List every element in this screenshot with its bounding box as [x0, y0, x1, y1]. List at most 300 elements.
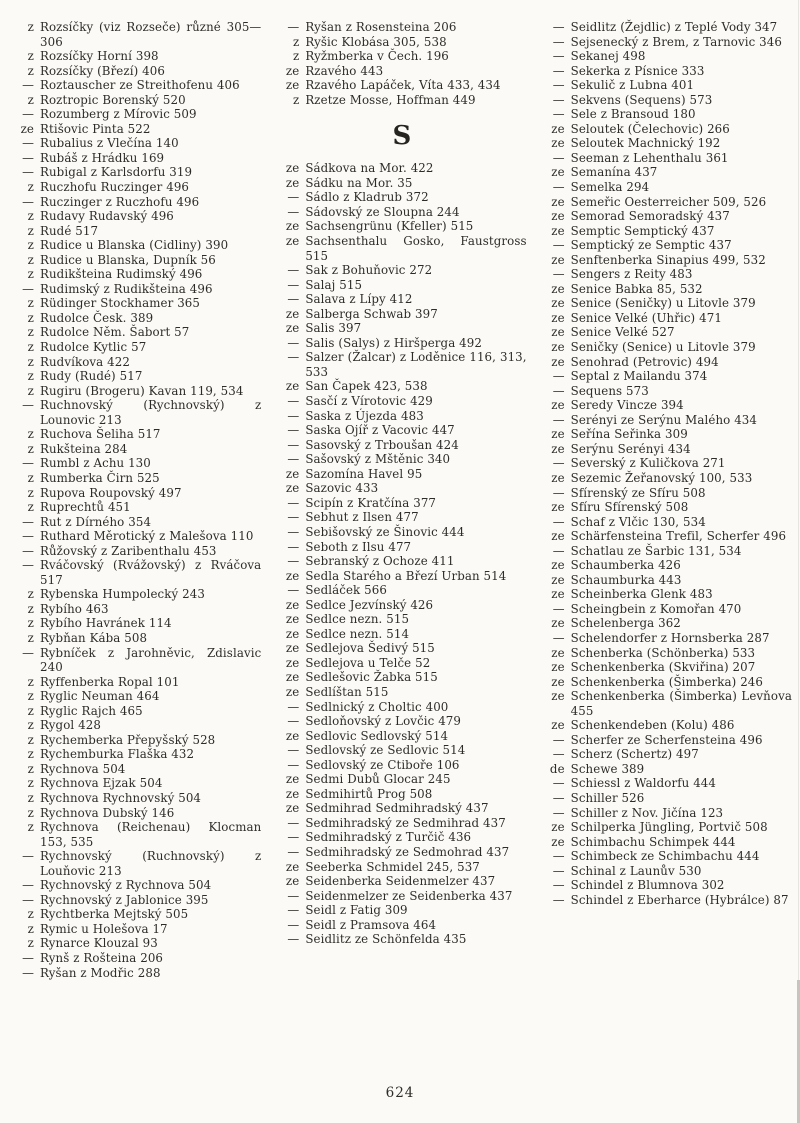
entry-prefix: — [22, 398, 34, 413]
entry-prefix: — [22, 456, 34, 471]
entry-text: Schelendorfer z Hornsberka 287 [570, 630, 770, 645]
entry-prefix: z [27, 310, 34, 325]
entry-prefix: z [27, 500, 34, 515]
entry-text: Rtišovic Pinta 522 [40, 121, 151, 136]
entry-text: Rygol 428 [40, 718, 101, 733]
entry-prefix: ze [285, 874, 300, 889]
entry-text: Rudolce Kytlic 57 [40, 340, 147, 355]
index-entry [12, 180, 261, 195]
index-entry [12, 922, 261, 937]
entry-text: Sekerka z Písnice 333 [570, 63, 705, 78]
entry-prefix: ze [551, 165, 565, 180]
entry-prefix: — [552, 790, 565, 805]
index-entry [277, 452, 526, 467]
index-entry [277, 379, 526, 394]
entry-prefix: — [22, 194, 34, 209]
entry-text: Rumberka Čirn 525 [40, 470, 160, 485]
index-entry [277, 525, 526, 540]
entry-text: Serényi ze Serýnu Malého 434 [570, 412, 758, 427]
index-entry [277, 423, 526, 438]
index-entry [543, 398, 792, 413]
index-entry [543, 544, 792, 559]
entry-prefix: — [552, 412, 565, 427]
index-entry [543, 529, 792, 544]
index-entry [543, 296, 792, 311]
entry-prefix: z [27, 674, 34, 689]
index-entry [12, 122, 261, 137]
entry-prefix: z [27, 223, 34, 238]
index-entry [12, 384, 261, 399]
entry-prefix: — [22, 165, 34, 180]
index-entry [543, 718, 792, 733]
entry-prefix: ze [20, 121, 34, 136]
index-entry [12, 936, 261, 951]
index-entry [543, 224, 792, 239]
entry-prefix: ze [551, 310, 565, 325]
entry-text: Sasovský z Trboušan 424 [305, 437, 459, 452]
entry-prefix: — [287, 437, 300, 452]
entry-text: Schewe 389 [570, 761, 645, 776]
index-entry [543, 93, 792, 108]
index-entry [543, 325, 792, 340]
index-entry [543, 209, 792, 224]
entry-prefix: ze [551, 558, 565, 573]
entry-text: Schaumburka 443 [570, 572, 682, 587]
entry-text: Sedmi Dubů Glocar 245 [305, 772, 451, 787]
entry-prefix: — [552, 805, 565, 820]
entry-text: Sekvens (Sequens) 573 [570, 92, 713, 107]
entry-text: Sádku na Mor. 35 [305, 175, 413, 190]
entry-text: Rudolce Něm. Šabort 57 [40, 325, 190, 340]
index-entry [543, 849, 792, 864]
entry-prefix: ze [551, 820, 565, 835]
entry-text: Rybího Havránek 114 [40, 616, 172, 631]
entry-prefix: ze [285, 219, 300, 234]
entry-text: Semelka 294 [570, 180, 650, 195]
index-entry [277, 918, 526, 933]
entry-prefix: ze [551, 834, 565, 849]
index-entry [277, 20, 526, 35]
entry-prefix: z [27, 20, 34, 34]
index-column-1 [12, 20, 261, 980]
entry-text: Scherz (Schertz) 497 [570, 747, 699, 762]
entry-text: San Čapek 423, 538 [305, 379, 428, 394]
entry-text: Schimbeck ze Schimbachu 444 [570, 849, 760, 864]
entry-prefix: — [552, 238, 565, 253]
entry-prefix: — [287, 815, 300, 830]
entry-text: Rupova Roupovský 497 [40, 485, 182, 500]
index-entry [277, 481, 526, 496]
index-entry [277, 467, 526, 482]
entry-prefix: z [27, 776, 34, 791]
entry-prefix: z [27, 616, 34, 631]
index-entry [277, 758, 526, 773]
entry-text: Sedlnický z Choltic 400 [305, 699, 449, 714]
index-entry [12, 747, 261, 762]
entry-text: Sekulič z Lubna 401 [570, 78, 695, 93]
entry-prefix: ze [285, 306, 300, 321]
index-entry [277, 612, 526, 627]
entry-text: Rudvíkova 422 [40, 354, 130, 369]
entry-text: Seidl z Pramsova 464 [305, 917, 437, 932]
entry-text: Semorad Semoradský 437 [570, 209, 730, 224]
entry-prefix: — [287, 844, 300, 859]
index-entry [12, 195, 261, 210]
index-entry [543, 238, 792, 253]
index-entry [12, 893, 261, 908]
index-entry [277, 496, 526, 511]
entry-prefix: ze [551, 441, 565, 456]
index-entry [543, 267, 792, 282]
index-entry [543, 762, 792, 777]
index-entry [12, 93, 261, 108]
entry-text: Rynarce Klouzal 93 [40, 936, 158, 951]
index-entry [543, 165, 792, 180]
entry-prefix: ze [551, 281, 565, 296]
entry-prefix: — [552, 601, 565, 616]
entry-text: Roztropic Borenský 520 [40, 92, 186, 107]
entry-text: Ryglic Rajch 465 [40, 703, 143, 718]
entry-text: Ryšan z Modřic 288 [40, 965, 161, 980]
index-entry [543, 64, 792, 79]
entry-prefix: — [552, 732, 565, 747]
index-entry [12, 486, 261, 501]
index-entry [543, 806, 792, 821]
index-entry [543, 646, 792, 661]
index-entry [543, 413, 792, 428]
entry-prefix: — [287, 190, 300, 205]
index-entry [277, 176, 526, 191]
index-entry [543, 893, 792, 908]
index-entry [543, 78, 792, 93]
entry-prefix: ze [551, 427, 565, 442]
index-entry [277, 860, 526, 875]
index-entry [277, 598, 526, 613]
entry-prefix: — [287, 757, 300, 772]
entry-prefix: ze [285, 772, 300, 787]
entry-text: Rubalius z Vlečína 140 [40, 136, 179, 151]
entry-text: Ryšic Klobása 305, 538 [305, 34, 447, 49]
index-entry [543, 573, 792, 588]
entry-text: Rváčovský (Rvážovský) z Rváčova 517 [40, 558, 262, 587]
index-entry [12, 515, 261, 530]
entry-prefix: — [287, 510, 300, 525]
entry-text: Scheinberka Glenk 483 [570, 587, 713, 602]
entry-prefix: ze [551, 194, 565, 209]
entry-prefix: z [27, 820, 34, 835]
index-entry [543, 427, 792, 442]
index-entry [543, 471, 792, 486]
index-entry [277, 903, 526, 918]
entry-text: Rubigal z Karlsdorfu 319 [40, 165, 193, 180]
entry-text: Salis 397 [305, 321, 362, 336]
entry-text: Rozsíčky Horní 398 [40, 49, 159, 64]
entry-prefix: ze [551, 587, 565, 602]
entry-text: Sedlce Jezvínský 426 [305, 597, 434, 612]
entry-prefix: — [552, 485, 565, 500]
index-entry [12, 689, 261, 704]
index-entry [277, 307, 526, 322]
entry-text: Rynš z Rošteina 206 [40, 951, 164, 965]
entry-prefix: — [287, 830, 300, 845]
entry-text: Serýnu Serényi 434 [570, 441, 691, 456]
entry-prefix: — [552, 514, 565, 529]
index-columns [12, 20, 792, 980]
entry-prefix: — [552, 20, 565, 34]
index-entry [277, 830, 526, 845]
entry-prefix: — [552, 78, 565, 93]
index-entry [12, 704, 261, 719]
index-entry [543, 747, 792, 762]
entry-prefix: z [27, 340, 34, 355]
index-entry [543, 660, 792, 675]
entry-text: Sádlo z Kladrub 372 [305, 190, 429, 205]
entry-text: Seničky (Senice) u Litovle 379 [570, 340, 756, 355]
entry-prefix: ze [285, 234, 300, 249]
entry-text: Sebhut z Ilsen 477 [305, 510, 419, 525]
entry-prefix: — [287, 888, 300, 903]
index-entry [12, 966, 261, 981]
index-entry [12, 602, 261, 617]
entry-text: Rychnova (Reichenau) Klocman 153, 535 [40, 820, 262, 849]
entry-text: Rudikšteina Rudimský 496 [40, 267, 203, 282]
entry-prefix: — [22, 529, 34, 544]
entry-text: Seidlitz (Žejdlic) z Teplé Vody 347 [570, 20, 778, 34]
entry-text: Seeman z Lehenthalu 361 [570, 150, 729, 165]
entry-prefix: — [287, 903, 300, 918]
entry-prefix: — [22, 543, 34, 558]
entry-prefix: — [22, 136, 34, 151]
index-entry [12, 267, 261, 282]
entry-prefix: — [22, 78, 34, 93]
entry-prefix: ze [551, 296, 565, 311]
entry-text: Sachsenthalu Gosko, Faustgross 515 [305, 234, 527, 263]
entry-prefix: — [287, 714, 300, 729]
entry-prefix: — [22, 514, 34, 529]
index-entry [277, 787, 526, 802]
entry-prefix: z [27, 907, 34, 922]
entry-prefix: — [287, 263, 300, 278]
entry-prefix: — [22, 645, 34, 660]
entry-text: Rut z Dírného 354 [40, 514, 152, 529]
entry-text: Semeřic Oesterreicher 509, 526 [570, 194, 767, 209]
index-entry [543, 369, 792, 384]
entry-prefix: z [27, 383, 34, 398]
entry-text: Septal z Mailandu 374 [570, 369, 708, 384]
index-entry [543, 616, 792, 631]
entry-prefix: ze [551, 398, 565, 413]
index-entry [277, 336, 526, 351]
entry-text: Sedla Starého a Březí Urban 514 [305, 568, 507, 583]
entry-prefix: z [27, 441, 34, 456]
index-entry [543, 195, 792, 210]
entry-text: Rymic u Holešova 17 [40, 921, 168, 936]
entry-text: Ryffenberka Ropal 101 [40, 674, 180, 689]
entry-text: Sedlíštan 515 [305, 684, 389, 699]
entry-text: Seredy Vincze 394 [570, 398, 684, 413]
entry-text: Rybenska Humpolecký 243 [40, 587, 205, 602]
entry-text: Schenkendeben (Kolu) 486 [570, 718, 735, 733]
entry-prefix: z [27, 252, 34, 267]
entry-text: Senohrad (Petrovic) 494 [570, 354, 719, 369]
entry-prefix: — [287, 699, 300, 714]
entry-prefix: ze [551, 340, 565, 355]
entry-prefix: ze [551, 718, 565, 733]
index-entry [12, 136, 261, 151]
index-entry [12, 878, 261, 893]
index-entry [12, 500, 261, 515]
entry-prefix: ze [285, 786, 300, 801]
entry-text: Sedlejova Šedivý 515 [305, 641, 435, 656]
index-entry [543, 35, 792, 50]
index-entry [543, 689, 792, 718]
entry-prefix: — [287, 539, 300, 554]
entry-text: Sele z Bransoud 180 [570, 107, 696, 122]
entry-prefix: ze [285, 63, 300, 78]
entry-prefix: — [552, 150, 565, 165]
entry-prefix: — [287, 917, 300, 932]
entry-text: Sedlce nezn. 514 [305, 626, 410, 641]
entry-prefix: — [552, 456, 565, 471]
entry-prefix: — [552, 747, 565, 762]
entry-prefix: ze [285, 641, 300, 656]
entry-prefix: — [22, 281, 34, 296]
entry-prefix: — [22, 892, 34, 907]
entry-text: Rychnova 504 [40, 761, 126, 776]
index-entry [277, 93, 526, 108]
entry-text: Schiessl z Waldorfu 444 [570, 776, 717, 791]
entry-list-col2-after-heading [277, 161, 526, 947]
entry-text: Ruprechtů 451 [40, 500, 131, 515]
entry-list-col2-before-heading [277, 20, 526, 107]
index-entry [12, 78, 261, 93]
entry-prefix: z [27, 689, 34, 704]
index-entry [277, 409, 526, 424]
entry-text: Sedlovský ze Sedlovic 514 [305, 743, 466, 758]
entry-text: Rychnova Dubský 146 [40, 805, 175, 820]
entry-prefix: — [552, 383, 565, 398]
index-entry [543, 835, 792, 850]
entry-text: Schenkenberka (Šimberka) Levňova 455 [570, 689, 792, 718]
entry-prefix: z [27, 470, 34, 485]
entry-prefix: — [22, 849, 34, 864]
index-entry [12, 369, 261, 384]
index-entry [277, 321, 526, 336]
index-entry [543, 791, 792, 806]
entry-text: Salaj 515 [305, 277, 363, 292]
entry-prefix: ze [285, 626, 300, 641]
index-entry [543, 282, 792, 297]
entry-prefix: de [549, 761, 565, 776]
index-entry [277, 510, 526, 525]
entry-prefix: ze [285, 379, 300, 394]
index-entry [543, 151, 792, 166]
entry-text: Scipín z Kratčína 377 [305, 495, 437, 510]
entry-prefix: — [552, 107, 565, 122]
index-entry [12, 806, 261, 821]
entry-text: Rudice u Blanska (Cidliny) 390 [40, 238, 229, 253]
index-entry [543, 49, 792, 64]
entry-text: Rybího 463 [40, 601, 109, 616]
entry-text: Sazomína Havel 95 [305, 466, 423, 481]
entry-prefix: — [287, 394, 300, 409]
index-entry [543, 515, 792, 530]
entry-text: Schenberka (Schönberka) 533 [570, 645, 756, 660]
entry-text: Rzavého Lapáček, Víta 433, 434 [305, 78, 501, 93]
entry-text: Schinal z Launův 530 [570, 863, 702, 878]
index-entry [277, 394, 526, 409]
index-entry [12, 529, 261, 544]
entry-prefix: ze [551, 674, 565, 689]
entry-text: Ruczinger z Ruczhofu 496 [40, 194, 200, 209]
index-entry [277, 700, 526, 715]
index-entry [277, 234, 526, 263]
index-entry [12, 587, 261, 602]
entry-prefix: z [27, 601, 34, 616]
entry-text: Sekanej 498 [570, 49, 646, 64]
entry-prefix: — [22, 107, 34, 122]
entry-text: Sedmihradský ze Sedmohrad 437 [305, 844, 510, 859]
index-entry [12, 107, 261, 122]
entry-prefix: — [552, 34, 565, 49]
entry-text: Sedmihirtů Prog 508 [305, 786, 433, 801]
entry-text: Seboth z Ilsu 477 [305, 539, 412, 554]
entry-text: Rychemburka Flaška 432 [40, 747, 195, 762]
entry-prefix: ze [551, 209, 565, 224]
entry-prefix: — [552, 49, 565, 64]
entry-prefix: ze [285, 78, 300, 93]
entry-prefix: — [287, 335, 300, 350]
entry-prefix: — [552, 878, 565, 893]
entry-text: Sasčí z Vírotovic 429 [305, 394, 433, 409]
entry-prefix: — [552, 543, 565, 558]
index-entry [277, 78, 526, 93]
index-entry [543, 500, 792, 515]
index-entry [277, 540, 526, 555]
index-entry [277, 801, 526, 816]
entry-prefix: ze [551, 500, 565, 515]
entry-text: Severský z Kuličkova 271 [570, 456, 726, 471]
entry-prefix: z [27, 790, 34, 805]
index-entry [277, 743, 526, 758]
entry-prefix: ze [551, 660, 565, 675]
entry-text: Schiller z Nov. Jičína 123 [570, 805, 724, 820]
index-entry [277, 35, 526, 50]
index-entry [543, 558, 792, 573]
entry-prefix: — [287, 583, 300, 598]
entry-prefix: z [27, 718, 34, 733]
entry-prefix: ze [285, 175, 300, 190]
entry-text: Rudy (Rudé) 517 [40, 369, 143, 384]
entry-text: Schenkenberka (Skviřina) 207 [570, 660, 756, 675]
entry-text: Senice (Seničky) u Litovle 379 [570, 296, 756, 311]
entry-text: Rychemberka Přepyšský 528 [40, 732, 216, 747]
entry-text: Ruczhofu Ruczinger 496 [40, 180, 190, 195]
index-entry [277, 670, 526, 685]
entry-text: Rzetze Mosse, Hoffman 449 [305, 92, 476, 107]
entry-text: Rychnovský z Rychnova 504 [40, 878, 212, 893]
entry-prefix: — [22, 965, 34, 980]
index-entry [12, 165, 261, 180]
entry-prefix: z [27, 92, 34, 107]
entry-prefix: — [287, 20, 300, 34]
entry-text: Rudice u Blanska, Dupník 56 [40, 252, 216, 267]
entry-text: Sengers z Reity 483 [570, 267, 693, 282]
index-entry [12, 398, 261, 427]
entry-prefix: ze [551, 689, 565, 704]
index-entry [543, 675, 792, 690]
index-entry [543, 486, 792, 501]
